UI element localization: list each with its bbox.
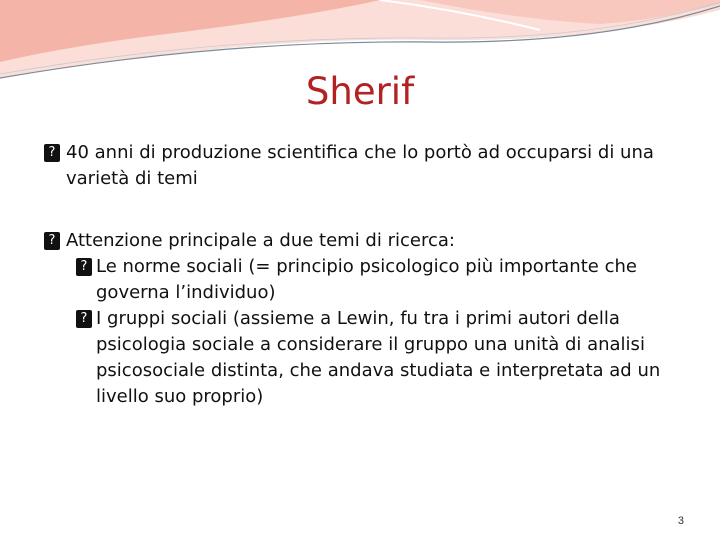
sub-bullet-text: I gruppi sociali (assieme a Lewin, fu tra i primi autori della psicologia sociale a considerare il gruppo una unità di analisi psicosociale distinta, che andava studiata e interpretata ad un livello suo proprio) xyxy=(96,308,661,407)
sub-bullet-text: Le norme sociali (= principio psicologico più importante che governa l’individuo) xyxy=(96,256,637,303)
bullet-item xyxy=(44,140,694,192)
bullet-text: 40 anni di produzione scientifica che lo portò ad occuparsi di una varietà di temi xyxy=(66,142,654,189)
sub-bullet-item xyxy=(44,306,694,410)
sub-bullet-marker-icon: ? xyxy=(76,258,92,276)
sub-bullet-item xyxy=(44,254,694,306)
bullet-marker-icon: ? xyxy=(44,144,60,162)
bullet-item xyxy=(44,228,694,254)
page-number: 3 xyxy=(677,515,684,527)
bullet-list xyxy=(44,140,694,410)
sub-bullet-marker-icon: ? xyxy=(76,310,92,328)
bullet-marker-icon: ? xyxy=(44,232,60,250)
bullet-text: Attenzione principale a due temi di ricerca: xyxy=(66,230,455,251)
slide-title: Sherif xyxy=(305,70,415,113)
